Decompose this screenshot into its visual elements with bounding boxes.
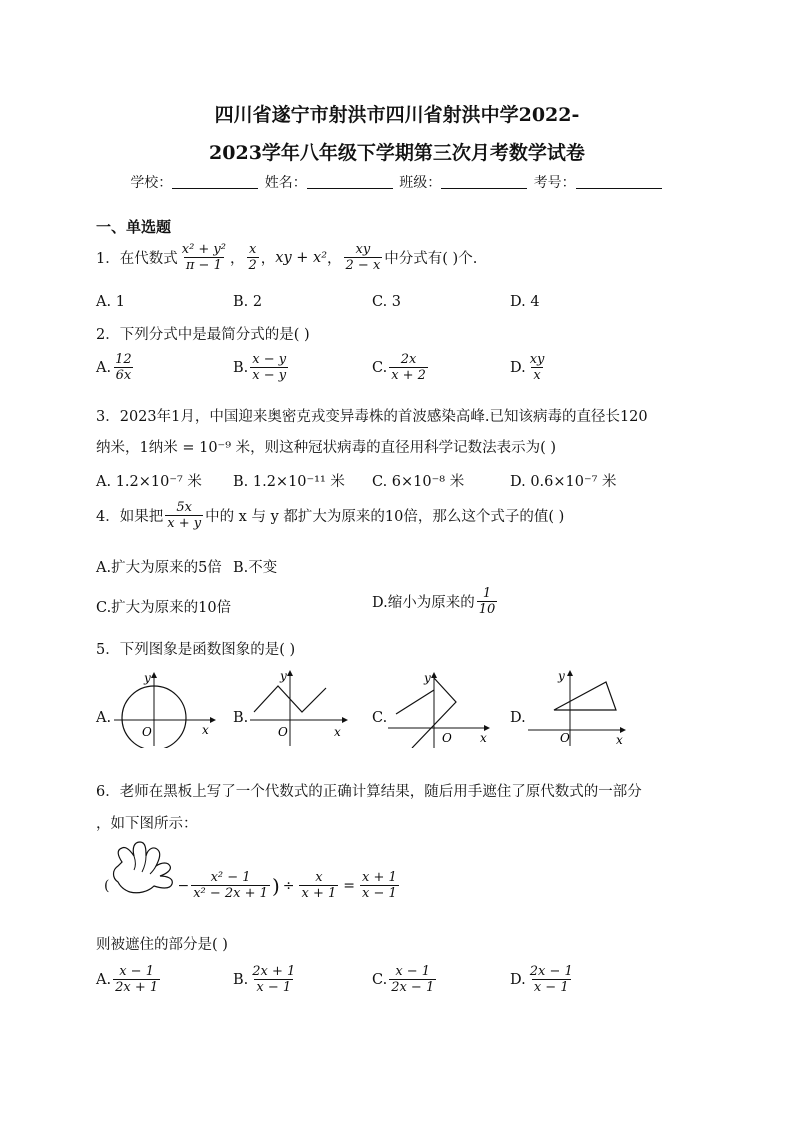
q6-option-b[interactable]: B. $\frac{2x + 1}{x - 1}$ (233, 964, 296, 995)
question-1 (96, 242, 477, 273)
question-3-line-1: 3．2023年1月，中国迎来奥密克戎变异毒株的首波感染高峰.已知该病毒的直径长120 (96, 409, 648, 425)
q1-fraction-3: $\frac{xy}{2 - x}$ (345, 242, 381, 273)
x-axis-label: x (202, 723, 209, 737)
q1-fraction-2: $\frac{x}{2}$ (248, 242, 257, 273)
name-blank[interactable] (307, 174, 393, 189)
question-3-line-2: 纳米，1纳米 = 10⁻⁹ 米，则这种冠状病毒的直径用科学记数法表示为( ) (96, 440, 557, 456)
q1-number: 1． (96, 251, 120, 267)
q4-option-a[interactable]: A.扩大为原来的5倍 (96, 560, 222, 576)
q2-option-c[interactable]: C. $\frac{2x}{x + 2}$ (372, 352, 426, 383)
q4-option-b[interactable]: B.不变 (233, 560, 278, 576)
origin-label: O (560, 731, 570, 745)
question-6-line-1: 6．老师在黑板上写了一个代数式的正确计算结果，随后用手遮住了原代数式的一部分 (96, 784, 642, 800)
origin-label: O (442, 731, 452, 745)
x-axis-label: x (616, 733, 623, 747)
section-heading: 一、单选题 (96, 218, 172, 236)
q2-option-b-fraction: $\frac{x - y}{x - y}$ (252, 352, 287, 383)
q6-option-d[interactable]: D. $\frac{2x - 1}{x - 1}$ (510, 964, 573, 995)
q6-option-d-fraction: $\frac{2x - 1}{x - 1}$ (529, 964, 573, 995)
q5-option-d-label[interactable]: D. (510, 710, 526, 726)
question-6-line-2: ，如下图所示： (96, 816, 198, 832)
title-line-1: 四川省遂宁市射洪市四川省射洪中学2022- (214, 104, 580, 126)
q1-option-c[interactable]: C. 3 (372, 294, 402, 310)
question-5: 5．下列图象是函数图象的是( ) (96, 642, 296, 658)
q1-post: 中分式有( )个. (384, 251, 478, 267)
q4-option-d-fraction: $\frac{1}{10}$ (478, 586, 496, 617)
q6-option-a-fraction: $\frac{x - 1}{2x + 1}$ (115, 964, 159, 995)
q1-option-a[interactable]: A. 1 (96, 294, 125, 310)
y-axis-label: y (280, 669, 287, 683)
question-2: 2．下列分式中是最简分式的是( ) (96, 327, 310, 343)
q6-option-a[interactable]: A. $\frac{x - 1}{2x + 1}$ (96, 964, 159, 995)
y-axis-label: y (144, 671, 151, 685)
question-6-prompt: 则被遮住的部分是( ) (96, 937, 228, 953)
q5-graph-c (386, 668, 496, 748)
q5-option-a-label[interactable]: A. (96, 710, 112, 726)
q4-option-d[interactable]: D.缩小为原来的 $\frac{1}{10}$ (372, 586, 496, 617)
q1-pre: 在代数式 (119, 251, 178, 267)
name-label: 姓名： (264, 175, 307, 191)
origin-label: O (278, 725, 288, 739)
q4-post: 中的 x 与 y 都扩大为原来的10倍，那么这个式子的值( ) (205, 509, 565, 525)
q6-fraction-3: $\frac{x + 1}{x - 1}$ (361, 870, 397, 901)
q5-graph-b (246, 668, 356, 748)
q3-option-c[interactable]: C. 6×10⁻⁸ 米 (372, 474, 465, 490)
q6-fraction-2: $\frac{x}{x + 1}$ (301, 870, 337, 901)
y-axis-label: y (424, 671, 431, 685)
q4-fraction: $\frac{5x}{x + y}$ (167, 500, 202, 531)
student-info-line (0, 172, 794, 192)
q5-option-c-label[interactable]: C. (372, 710, 388, 726)
class-blank[interactable] (441, 174, 527, 189)
q2-option-b[interactable]: B. $\frac{x - y}{x - y}$ (233, 352, 287, 383)
number-label: 考号： (533, 175, 576, 191)
q1-expression: xy + x² (275, 249, 328, 266)
q3-option-a[interactable]: A. 1.2×10⁻⁷ 米 (96, 474, 202, 490)
school-blank[interactable] (172, 174, 258, 189)
q6-option-b-fraction: $\frac{2x + 1}{x - 1}$ (252, 964, 296, 995)
x-axis-label: x (480, 731, 487, 745)
q2-option-a[interactable]: A. $\frac{12}{6x}$ (96, 352, 132, 383)
q4-pre: 4．如果把 (96, 509, 164, 525)
q1-comma: ， (260, 251, 276, 267)
class-label: 班级： (399, 175, 442, 191)
q1-option-d[interactable]: D. 4 (510, 294, 540, 310)
q3-option-b[interactable]: B. 1.2×10⁻¹¹ 米 (233, 474, 345, 490)
q1-comma: ， (327, 251, 342, 267)
title-line-2: 2023学年八年级下学期第三次月考数学试卷 (209, 142, 585, 164)
q1-option-b[interactable]: B. 2 (233, 294, 263, 310)
school-label: 学校： (130, 175, 173, 191)
q2-option-d-fraction: $\frac{xy}{x}$ (529, 352, 545, 383)
y-axis-label: y (558, 669, 565, 683)
origin-label: O (142, 725, 152, 739)
q2-option-c-fraction: $\frac{2x}{x + 2}$ (391, 352, 426, 383)
q6-expression: ( − $\frac{\text{x² − 1}}{\text{x² − 2x + 1}}$ ) ÷ $\frac{x}{x + 1}$ = $\frac{x + 1}{x - 1}$ (104, 870, 397, 901)
q6-fraction-1: $\frac{\text{x² − 1}}{\text{x² − 2x + 1}}$ (193, 870, 268, 901)
q5-graph-a (110, 668, 220, 748)
q5-graph-d (524, 668, 634, 748)
q6-option-c[interactable]: C. $\frac{x - 1}{2x - 1}$ (372, 964, 435, 995)
number-blank[interactable] (576, 174, 662, 189)
q3-option-d[interactable]: D. 0.6×10⁻⁷ 米 (510, 474, 617, 490)
q1-comma: ， (230, 251, 245, 267)
q2-option-a-fraction: $\frac{12}{6x}$ (115, 352, 132, 383)
q2-option-d[interactable]: D. $\frac{xy}{x}$ (510, 352, 545, 383)
q1-fraction-1: $\frac{\text{x² + y²}}{\pi - 1}$ (181, 242, 226, 273)
question-4 (96, 500, 564, 531)
q5-option-b-label[interactable]: B. (233, 710, 249, 726)
x-axis-label: x (334, 725, 341, 739)
q4-option-c[interactable]: C.扩大为原来的10倍 (96, 600, 232, 616)
q6-option-c-fraction: $\frac{x - 1}{2x - 1}$ (391, 964, 435, 995)
